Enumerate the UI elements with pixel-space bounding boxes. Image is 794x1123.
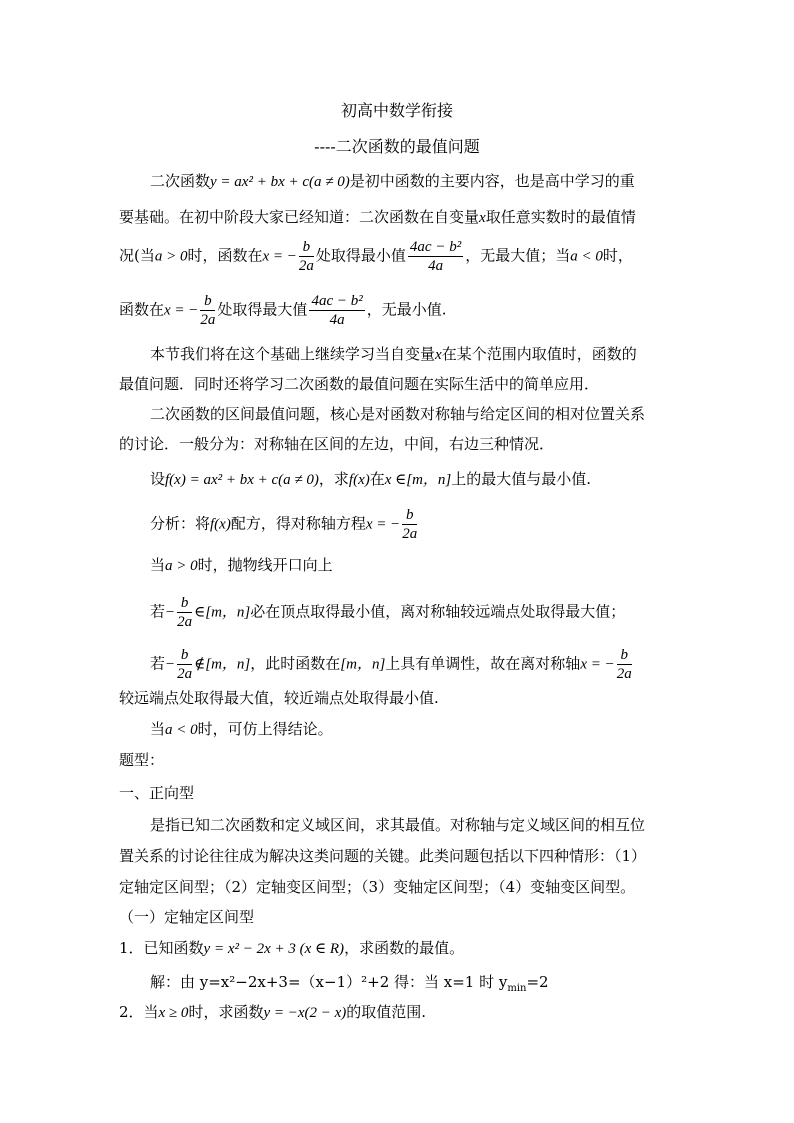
case-a-negative xyxy=(150,719,333,740)
exercise-2 xyxy=(119,1002,426,1023)
fraction xyxy=(408,238,463,275)
text: 若 xyxy=(150,654,166,673)
fraction xyxy=(200,292,215,329)
fraction xyxy=(617,646,632,683)
case-a-positive xyxy=(150,555,333,576)
para-5-line-3: 定轴定区间型；（2）定轴变区间型；（3）变轴定区间型；（4）变轴变区间型。 xyxy=(119,878,636,896)
text: 上具有单调性，故在离对称轴 xyxy=(385,654,581,673)
numerator: b xyxy=(177,594,192,613)
formula: a > 0 xyxy=(165,558,198,574)
numerator: 4ac − b² xyxy=(409,239,462,255)
formula: [m，n] xyxy=(340,656,386,673)
text: 时，可仿上得结论。 xyxy=(197,720,333,738)
para-3-line-2: 的讨论．一般分为：对称轴在区间的左边，中间，右边三种情况． xyxy=(119,435,555,453)
denominator: 2a xyxy=(177,666,193,682)
formula: ∉[m，n] xyxy=(194,656,251,673)
text: 1．已知函数 xyxy=(119,939,204,957)
formula: y = −x(2 − x) xyxy=(263,1005,347,1021)
text: 是初中函数的主要内容，也是高中学习的重 xyxy=(349,172,635,190)
formula: a > 0 xyxy=(154,248,188,265)
numerator: b xyxy=(617,646,632,665)
doc-title: 初高中数学衔接 xyxy=(340,101,453,120)
fraction xyxy=(309,292,364,329)
text: 时，抛物线开口向上 xyxy=(197,556,333,574)
text: 当 xyxy=(150,720,166,738)
text: 取任意实数时的最值情 xyxy=(485,208,636,226)
denominator: 2a xyxy=(298,258,314,274)
text: 2．当 xyxy=(119,1003,159,1021)
fraction xyxy=(402,506,417,543)
text: 二次函数 xyxy=(150,172,211,190)
text: 要基础。在初中阶段大家已经知道：二次函数在自变量 xyxy=(119,208,480,226)
para-5-line-1: 是指已知二次函数和定义域区间，求其最值。对称轴与定义域区间的相互位 xyxy=(150,816,646,834)
exercise-1-solution xyxy=(150,972,549,992)
para-1-line-4 xyxy=(119,292,447,329)
text: 的取值范围. xyxy=(346,1003,427,1021)
numerator: b xyxy=(177,646,192,665)
text: 分析：将 xyxy=(150,514,211,533)
text: 上的最大值与最小值. xyxy=(451,470,592,488)
para-1-line-2 xyxy=(119,207,636,228)
text: 解：由 y=x²−2x+3=（x−1）²+2 得：当 x=1 时 y xyxy=(150,973,508,991)
formula: y = ax² + bx + c(a ≠ 0) xyxy=(210,174,350,190)
text: 必在顶点取得最小值，离对称轴较远端点处取得最大值； xyxy=(250,602,626,621)
para-3-line-1: 二次函数的区间最值问题，核心是对函数对称轴与给定区间的相对位置关系 xyxy=(150,405,646,423)
text: 处取得最小值 xyxy=(315,246,406,265)
section-heading: 一、正向型 xyxy=(119,784,195,802)
text: =2 xyxy=(526,973,549,991)
denominator: 2a xyxy=(616,666,632,682)
text: 处取得最大值 xyxy=(217,300,308,319)
fraction xyxy=(299,238,314,275)
fraction xyxy=(177,594,192,631)
numerator: b xyxy=(200,292,215,311)
denominator: 2a xyxy=(402,526,418,542)
subsection-heading: （一）定轴定区间型 xyxy=(119,908,255,926)
formula: x ≥ 0 xyxy=(158,1005,189,1021)
doc-subtitle: ----二次函数的最值问题 xyxy=(314,137,480,156)
text: ，求 xyxy=(318,470,349,488)
denominator: 2a xyxy=(200,312,216,328)
text: 时， xyxy=(602,246,633,265)
text: 在某个范围内取值时，函数的 xyxy=(441,345,637,363)
case-vertex-in-interval xyxy=(150,594,625,631)
para-1-line-1 xyxy=(150,171,635,192)
formula: y = x² − 2x + 3 (x ∈ R) xyxy=(203,941,345,957)
exercise-1 xyxy=(119,938,464,959)
formula: x = − xyxy=(365,516,401,533)
numerator: b xyxy=(299,238,314,257)
text: 时，函数在 xyxy=(187,246,263,265)
formula: f(x) xyxy=(210,516,231,533)
text: 函数在 xyxy=(119,300,165,319)
denominator: 4a xyxy=(428,258,444,274)
formula: x xyxy=(435,347,442,363)
text: 在 xyxy=(369,470,385,488)
formula: − xyxy=(165,656,176,673)
analysis-line xyxy=(150,506,419,543)
text: ，求函数的最值。 xyxy=(344,939,465,957)
text: 若 xyxy=(150,602,166,621)
formula: a < 0 xyxy=(165,722,198,738)
text: 况(当 xyxy=(119,246,155,265)
subscript: min xyxy=(507,983,527,994)
formula: ∈[m，n] xyxy=(194,604,251,621)
section-label: 题型： xyxy=(119,751,165,769)
text: ，无最小值. xyxy=(366,300,447,319)
denominator: 4a xyxy=(329,312,345,328)
formula: − xyxy=(165,604,176,621)
para-1-line-3 xyxy=(119,238,633,275)
case-vertex-not-in-interval xyxy=(150,646,634,683)
formula: x = − xyxy=(164,302,199,319)
formula: x = − xyxy=(580,656,615,673)
fraction xyxy=(177,646,192,683)
formula: x = − xyxy=(262,248,297,265)
text: 设 xyxy=(150,470,166,488)
text: 时，求函数 xyxy=(188,1003,264,1021)
para-5-line-2: 置关系的讨论往往成为解决这类问题的关键。此类问题包括以下四种情形：（1） xyxy=(119,847,647,865)
numerator: 4ac − b² xyxy=(311,293,363,309)
text: 当 xyxy=(150,556,166,574)
denominator: 2a xyxy=(177,614,193,630)
formula: f(x) xyxy=(348,472,370,488)
text: ，此时函数在 xyxy=(250,654,341,673)
text: 本节我们将在这个基础上继续学习当自变量 xyxy=(150,345,436,363)
case-conclusion: 较远端点处取得最大值，较近端点处取得最小值. xyxy=(119,689,439,707)
formula: f(x) = ax² + bx + c(a ≠ 0) xyxy=(165,472,319,488)
formula: a < 0 xyxy=(570,248,603,265)
numerator: b xyxy=(402,506,417,525)
formula: x xyxy=(479,210,486,226)
text: 配方，得对称轴方程 xyxy=(230,514,366,533)
para-2-line-1 xyxy=(150,344,637,365)
para-4 xyxy=(150,469,591,490)
text: ，无最大值；当 xyxy=(465,246,571,265)
formula: x ∈[m，n] xyxy=(384,472,452,488)
para-2-line-2: 最值问题．同时还将学习二次函数的最值问题在实际生活中的简单应用． xyxy=(119,375,600,393)
